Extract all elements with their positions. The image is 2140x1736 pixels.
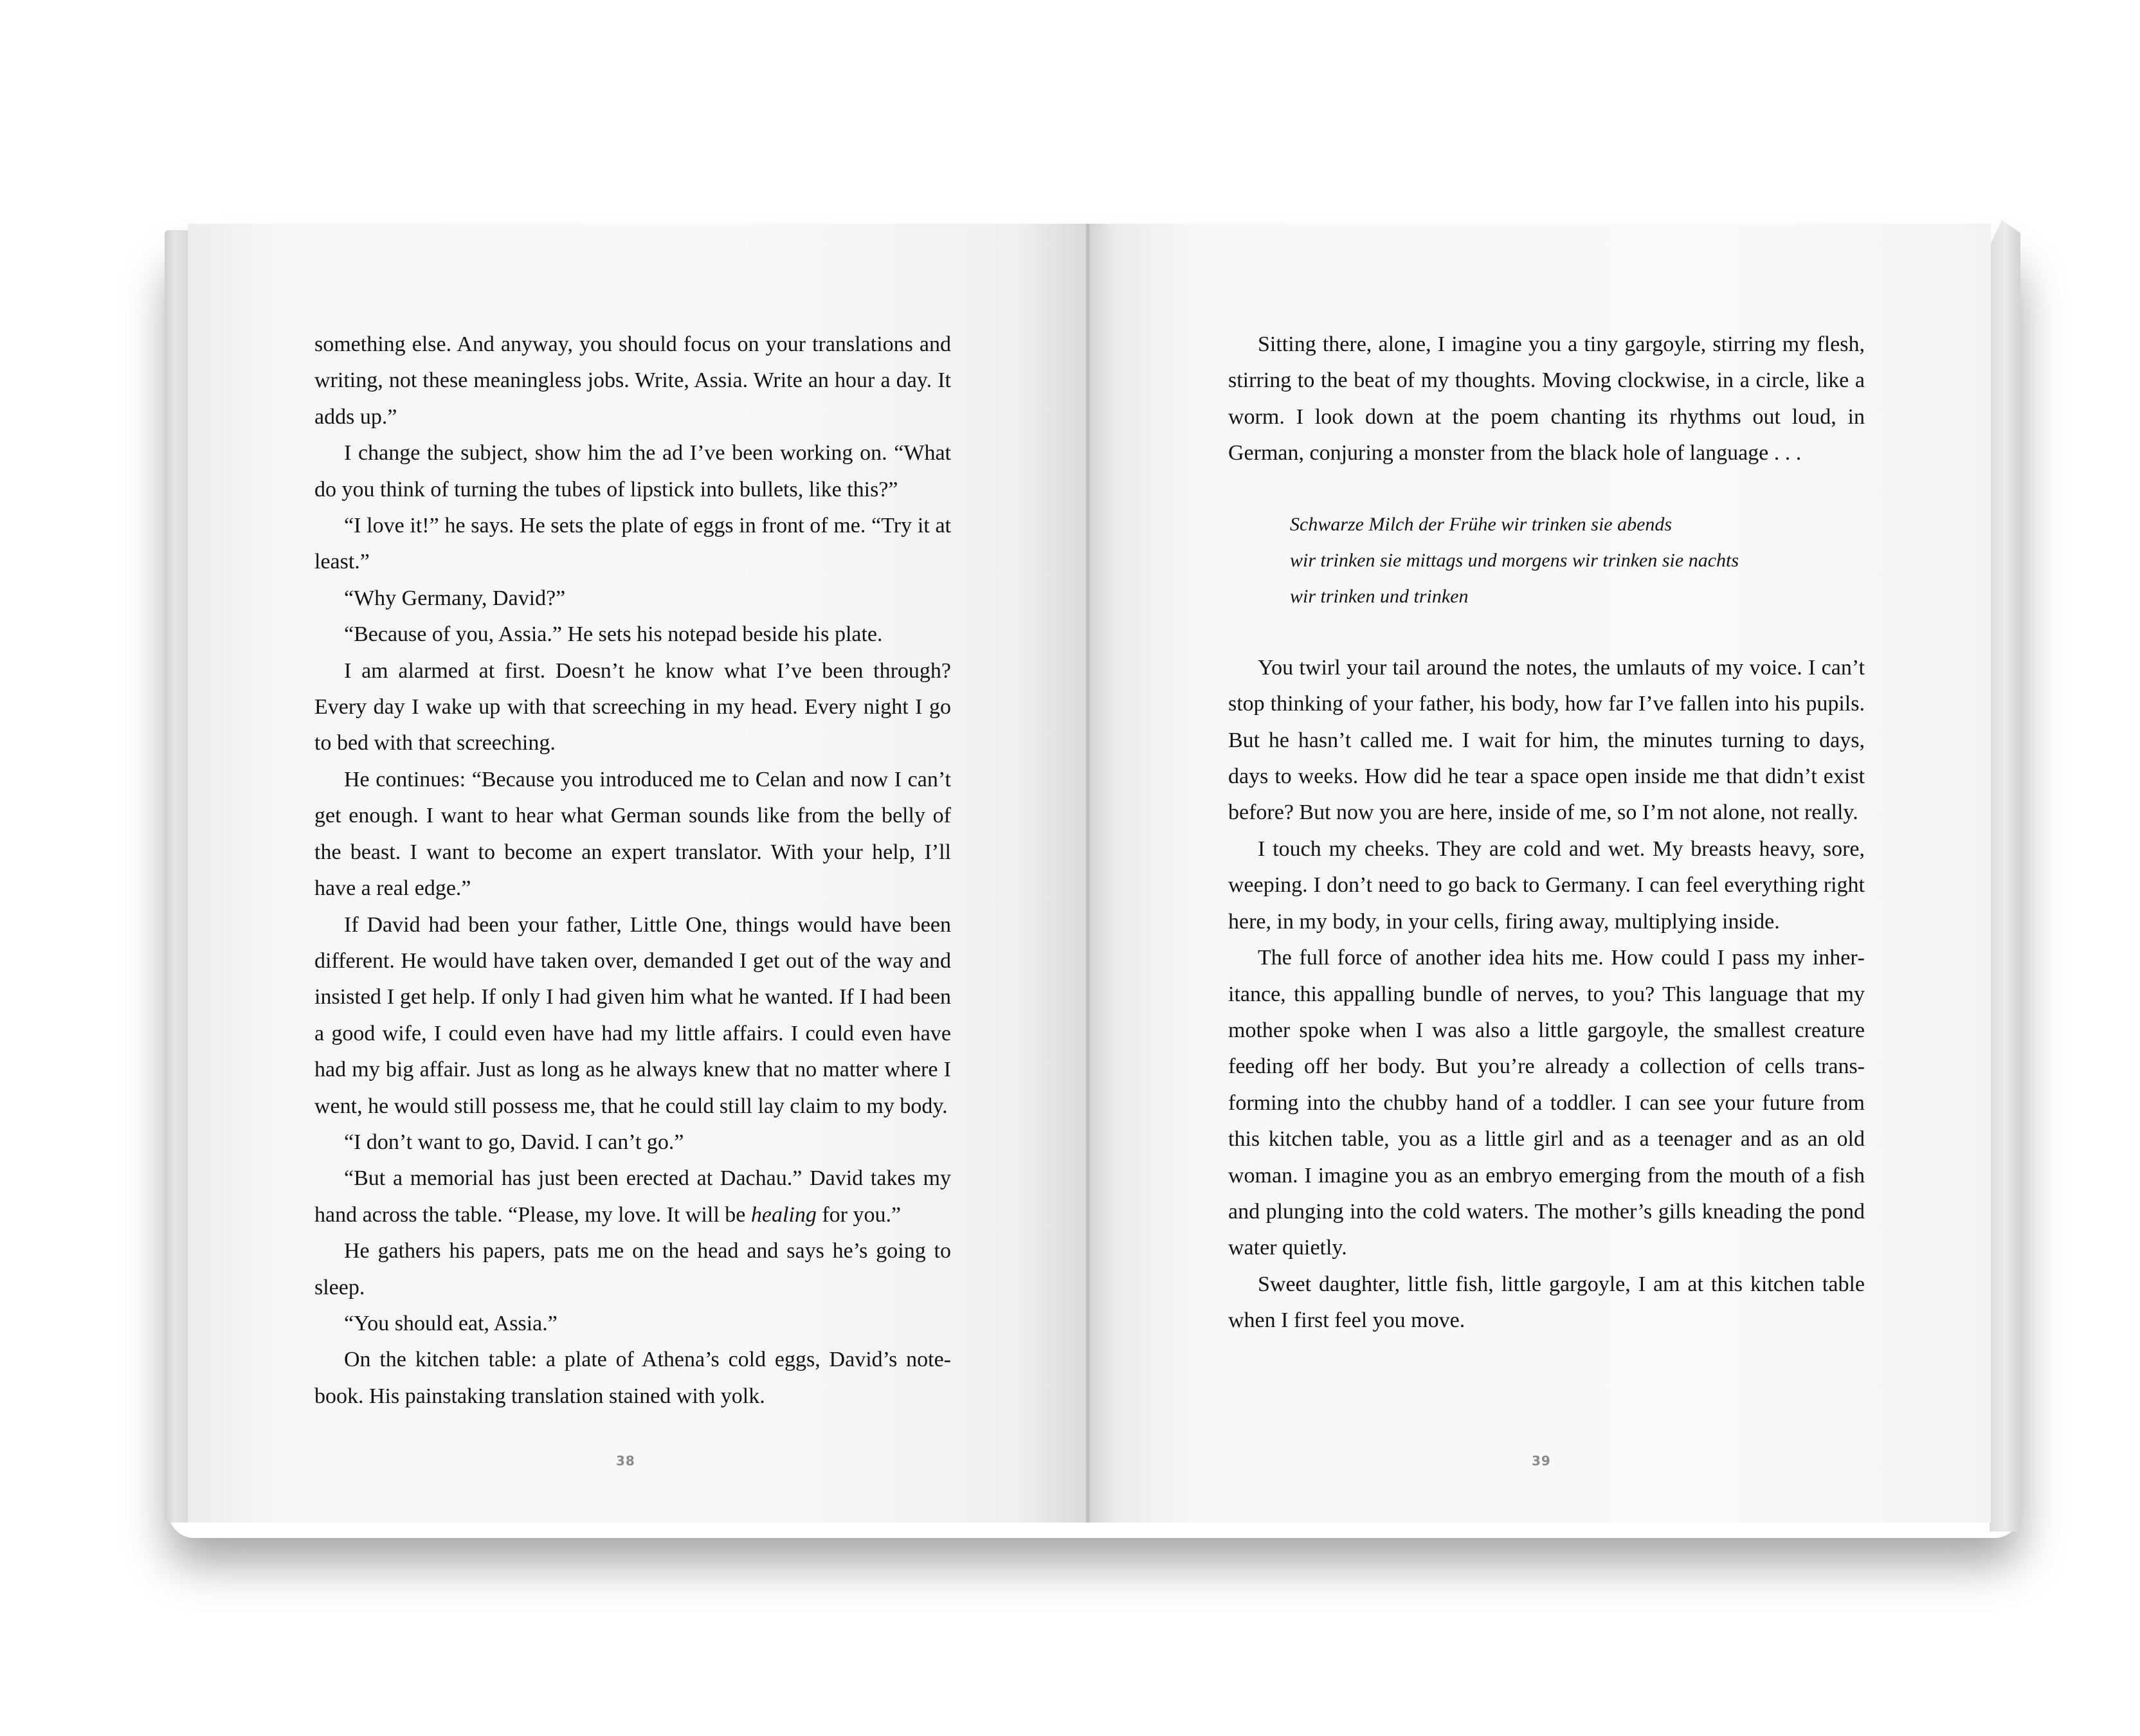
paragraph-text: “But a memorial has just been erected at Dachau.” David takes my hand across the table. “Please, my love. It will be xyxy=(314,1166,951,1227)
paragraph: If David had been your father, Little One, things would have been different. He would have taken over, demanded I get out of the way and insisted I get help. If only I had given him what he wanted. If I had been a good wife, I could even have had my little affairs. I could even have had my big affair. Just as long as he always knew that no matter where I went, he would still possess me, that he could still lay claim to my body. xyxy=(314,912,951,1118)
left-page-text xyxy=(314,327,951,1415)
paragraph-memorial xyxy=(314,1161,951,1233)
page-number-right: 39 xyxy=(1532,1453,1551,1469)
paragraph-text: for you.” xyxy=(816,1202,902,1227)
page-number-left: 38 xyxy=(616,1453,635,1469)
paragraph: “I love it!” he says. He sets the plate of eggs in front of me. “Try it at least.” xyxy=(314,514,951,574)
paragraph: He gathers his papers, pats me on the head and says he’s going to sleep. xyxy=(314,1239,951,1299)
paragraph: “Why Germany, David?” xyxy=(344,586,566,610)
paragraph: The full force of another idea hits me. How could I pass my inheritance, this appalling bundle of nerves, to you? This language that my mother spoke when I was also a little gargoyle, the smallest creature feeding off her body. But you’re already a collection of cells transforming into the chubby hand of a toddler. I can see your future from this kitchen table, you as a little girl and as a teenager and as an old woman. I imagine you as an embryo emerging from the mouth of a fish and plunging into the cold waters. The mother’s gills kneading the pond water quietly. xyxy=(1228,946,1865,1260)
right-page-text xyxy=(1228,327,1865,1339)
emphasized-word: healing xyxy=(750,1202,817,1227)
paragraph: On the kitchen table: a plate of Athena’s cold eggs, David’s notebook. His painstaking translation stained with yolk. xyxy=(314,1348,951,1408)
paragraph: You twirl your tail around the notes, the umlauts of my voice. I can’t stop thinking of your father, his body, how far I’ve fallen into his pupils. But he hasn’t called me. I wait for him, the minutes turning to days, days to weeks. How did he tear a space open inside me that didn’t exist before? But now you are here, inside of me, so I’m not alone, not really. xyxy=(1228,655,1865,825)
left-page-block-edge xyxy=(165,230,190,1523)
poem-line: Schwarze Milch der Frühe wir trinken sie abends xyxy=(1290,513,1673,535)
right-page-block-edge xyxy=(1990,220,2020,1532)
poem-line: wir trinken und trinken xyxy=(1290,586,1469,608)
paragraph: Sweet daughter, little fish, little gargoyle, I am at this kitchen table when I first feel you move. xyxy=(1228,1272,1865,1333)
paragraph: Sitting there, alone, I imagine you a tiny gargoyle, stirring my flesh, stirring to the beat of my thoughts. Moving clockwise, in a circle, like a worm. I look down at the poem chanting its rhythms out loud, in German, conjuring a monster from the black hole of language . . . xyxy=(1228,332,1865,466)
paragraph: I touch my cheeks. They are cold and wet. My breasts heavy, sore, weeping. I don’t need to go back to Germany. I can feel everything right here, in my body, in your cells, firing away, multiplying inside. xyxy=(1228,836,1865,934)
paragraph: something else. And anyway, you should focus on your translations and writing, not these meaningless jobs. Write, Assia. Write an hour a day. It adds up.” xyxy=(314,332,951,429)
poem-line: wir trinken sie mittags und morgens wir trinken sie nachts xyxy=(1290,550,1739,572)
paragraph: I change the subject, show him the ad I’ve been working on. “What do you think of turning the tubes of lipstick into bullets, like this?” xyxy=(314,441,951,502)
poem-quote xyxy=(1290,507,1865,615)
paragraph: “Because of you, Assia.” He sets his notepad beside his plate. xyxy=(344,622,883,647)
paragraph: He continues: “Because you introduced me to Celan and now I can’t get enough. I want to hear what German sounds like from the belly of the beast. I want to become an expert translator. With your help, I’ll have a real edge.” xyxy=(314,767,951,901)
book-gutter xyxy=(1085,224,1091,1523)
paragraph: “I don’t want to go, David. I can’t go.” xyxy=(344,1130,684,1154)
paragraph: “You should eat, Assia.” xyxy=(344,1311,558,1335)
paragraph: I am alarmed at first. Doesn’t he know what I’ve been through? Every day I wake up with that screeching in my head. Every night I go to bed with that screeching. xyxy=(314,658,951,755)
